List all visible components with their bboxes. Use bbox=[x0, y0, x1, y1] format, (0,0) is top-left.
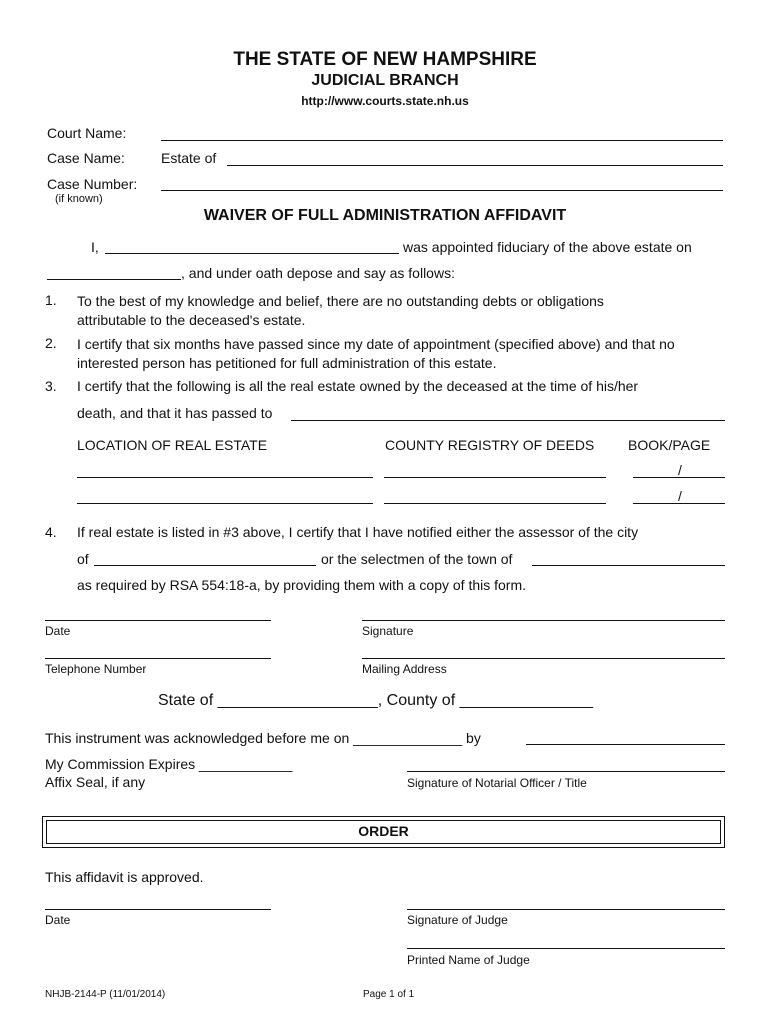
affix-seal: Affix Seal, if any bbox=[45, 774, 146, 790]
judge-printed-name-field[interactable] bbox=[407, 948, 725, 949]
signature-field[interactable] bbox=[362, 620, 725, 621]
col-registry-header: COUNTY REGISTRY OF DEEDS bbox=[385, 437, 595, 453]
date-label: Date bbox=[45, 624, 71, 638]
if-known-note: (if known) bbox=[55, 193, 103, 205]
of-label: of bbox=[77, 551, 89, 567]
notarial-signature-field[interactable] bbox=[407, 771, 725, 772]
page-number: Page 1 of 1 bbox=[363, 989, 415, 1000]
form-title: WAIVER OF FULL ADMINISTRATION AFFIDAVIT bbox=[203, 207, 567, 224]
acknowledged-text: This instrument was acknowledged before me on ______________ by bbox=[45, 730, 481, 746]
town-field[interactable] bbox=[532, 565, 725, 566]
approved-text: This affidavit is approved. bbox=[45, 869, 204, 885]
oath-text: , and under oath depose and say as follows: bbox=[181, 265, 455, 281]
case-name-label: Case Name: bbox=[47, 150, 125, 166]
court-name-label: Court Name: bbox=[47, 125, 127, 141]
judge-printed-name-label: Printed Name of Judge bbox=[407, 953, 530, 967]
registry-field-1[interactable] bbox=[384, 477, 606, 478]
selectmen-text: or the selectmen of the town of bbox=[321, 551, 513, 567]
order-heading: ORDER bbox=[358, 823, 409, 839]
item-3-text: I certify that the following is all the real estate owned by the deceased at the time of his/her bbox=[77, 378, 639, 394]
item-4-line1: If real estate is listed in #3 above, I certify that I have notified either the assessor of the city bbox=[77, 524, 639, 540]
bookpage-slash-2: / bbox=[678, 488, 682, 504]
case-number-field[interactable] bbox=[161, 190, 723, 191]
commission-expires[interactable]: My Commission Expires ____________ bbox=[45, 756, 293, 772]
location-field-2[interactable] bbox=[77, 503, 373, 504]
bookpage-slash-1: / bbox=[678, 462, 682, 478]
appointment-date-field[interactable] bbox=[47, 279, 181, 280]
item-4-line3: as required by RSA 554:18-a, by providing them with a copy of this form. bbox=[77, 577, 527, 593]
i-label: I, bbox=[91, 239, 99, 255]
mailing-address-field[interactable] bbox=[362, 658, 725, 659]
item-1-text: To the best of my knowledge and belief, there are no outstanding debts or obligations attributable to the deceased's estate. bbox=[77, 293, 604, 328]
item-2-text: I certify that six months have passed since my date of appointment (specified above) and that no interested person has petitioned for full administration of this estate. bbox=[77, 336, 675, 371]
mailing-address-label: Mailing Address bbox=[362, 662, 447, 676]
signature-label: Signature bbox=[362, 624, 414, 638]
court-url[interactable]: http://www.courts.state.nh.us bbox=[301, 94, 469, 108]
item-2-number: 2. bbox=[45, 335, 57, 351]
judge-signature-field[interactable] bbox=[407, 909, 725, 910]
fiduciary-name-field[interactable] bbox=[105, 253, 399, 254]
col-bookpage-header: BOOK/PAGE bbox=[628, 437, 711, 453]
col-location-header: LOCATION OF REAL ESTATE bbox=[77, 437, 268, 453]
case-number-label: Case Number: bbox=[47, 176, 138, 192]
page-subtitle: JUDICIAL BRANCH bbox=[311, 72, 459, 89]
court-name-field[interactable] bbox=[161, 140, 723, 141]
state-county-line[interactable]: State of __________________, County of _______________ bbox=[158, 692, 594, 709]
acknowledged-by-field[interactable] bbox=[526, 744, 725, 745]
passed-to-field[interactable] bbox=[291, 420, 725, 421]
order-date-field[interactable] bbox=[45, 909, 271, 910]
location-field-1[interactable] bbox=[77, 477, 373, 478]
page-title: THE STATE OF NEW HAMPSHIRE bbox=[233, 49, 537, 70]
form-id: NHJB-2144-P (11/01/2014) bbox=[45, 989, 166, 1000]
telephone-label: Telephone Number bbox=[45, 662, 147, 676]
order-date-label: Date bbox=[45, 913, 71, 927]
notarial-signature-label: Signature of Notarial Officer / Title bbox=[407, 776, 587, 790]
item-1-number: 1. bbox=[45, 292, 57, 308]
date-field[interactable] bbox=[45, 620, 271, 621]
city-field[interactable] bbox=[94, 565, 316, 566]
telephone-field[interactable] bbox=[45, 658, 271, 659]
item-3-number: 3. bbox=[45, 378, 57, 394]
appointed-text: was appointed fiduciary of the above estate on bbox=[403, 239, 692, 255]
order-box bbox=[42, 816, 725, 848]
judge-signature-label: Signature of Judge bbox=[407, 913, 508, 927]
estate-of-label: Estate of bbox=[161, 150, 217, 166]
item-3-line2: death, and that it has passed to bbox=[77, 405, 273, 421]
registry-field-2[interactable] bbox=[384, 503, 606, 504]
case-name-field[interactable] bbox=[227, 165, 723, 166]
item-4-number: 4. bbox=[45, 524, 57, 540]
